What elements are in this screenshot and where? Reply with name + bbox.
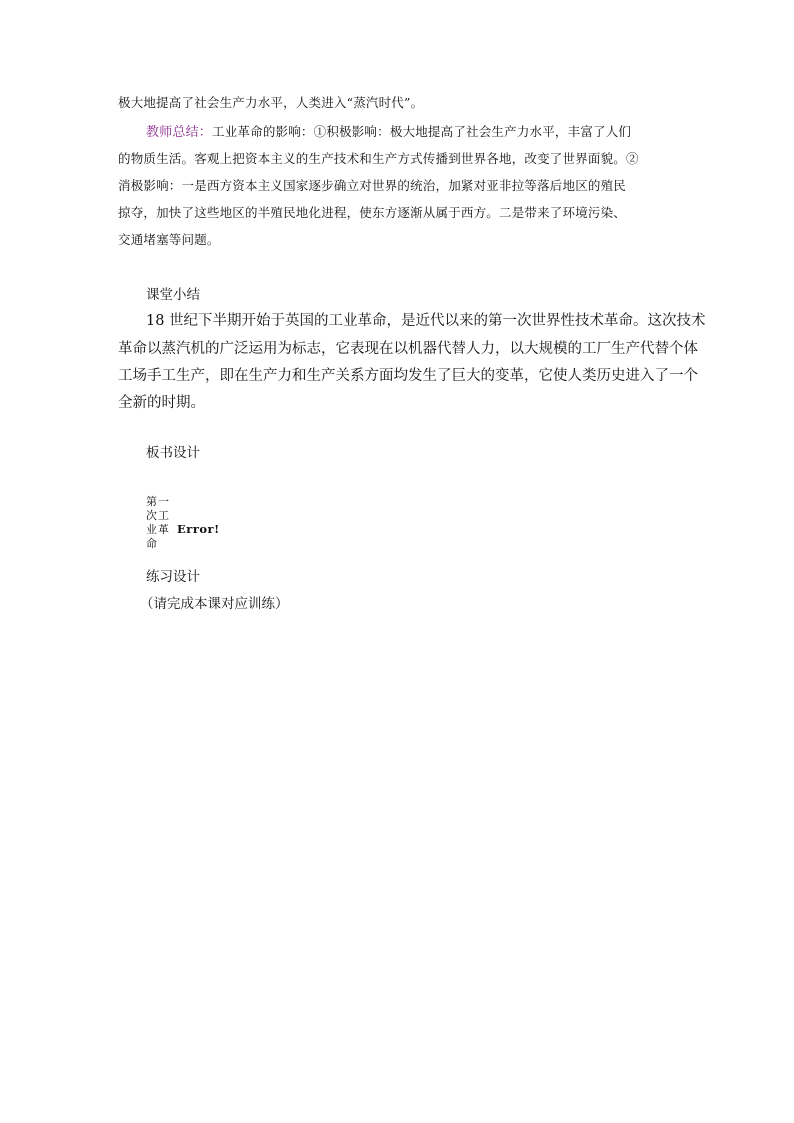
board-title-vertical: [146, 495, 176, 551]
summary-paragraph-line-3: 工场手工生产，即在生产力和生产关系方面均发生了巨大的变革，它使人类历史进入了一个: [118, 368, 698, 384]
text-line-6: 交通堵塞等问题。: [118, 232, 220, 247]
board-title-line: 第一: [146, 495, 170, 508]
board-title-line: 业革: [146, 523, 170, 536]
board-error-text: Error!: [177, 522, 220, 536]
teacher-summary-text: 工业革命的影响：①积极影响：极大地提高了社会生产力水平，丰富了人们: [212, 124, 632, 139]
teacher-summary-label: 教师总结：: [146, 125, 213, 140]
text-line-2: [146, 124, 631, 141]
practice-heading: 练习设计: [146, 569, 200, 585]
text-line-3: 的物质生活。客观上把资本主义的生产技术和生产方式传播到世界各地，改变了世界面貌。②: [118, 151, 639, 166]
summary-paragraph-line-2: 革命以蒸汽机的广泛运用为标志，它表现在以机器代替人力，以大规模的工厂生产代替个体: [118, 341, 698, 357]
text-line-5: 掠夺，加快了这些地区的半殖民地化进程，使东方逐渐从属于西方。二是带来了环境污染、: [118, 205, 627, 220]
summary-paragraph-line-1: 18 世纪下半期开始于英国的工业革命，是近代以来的第一次世界性技术革命。这次技术: [146, 313, 706, 329]
practice-note: （请完成本课对应训练）: [140, 596, 289, 612]
board-design-heading: 板书设计: [146, 445, 200, 461]
board-title-line: 次工: [146, 509, 170, 522]
text-line-1: 极大地提高了社会生产力水平，人类进入“蒸汽时代”。: [118, 95, 424, 110]
board-title-line: 命: [146, 537, 158, 550]
summary-paragraph-line-4: 全新的时期。: [118, 395, 205, 411]
text-line-4: 消极影响：一是西方资本主义国家逐步确立对世界的统治，加紧对亚非拉等落后地区的殖民: [118, 178, 627, 193]
summary-heading: 课堂小结: [146, 287, 200, 303]
